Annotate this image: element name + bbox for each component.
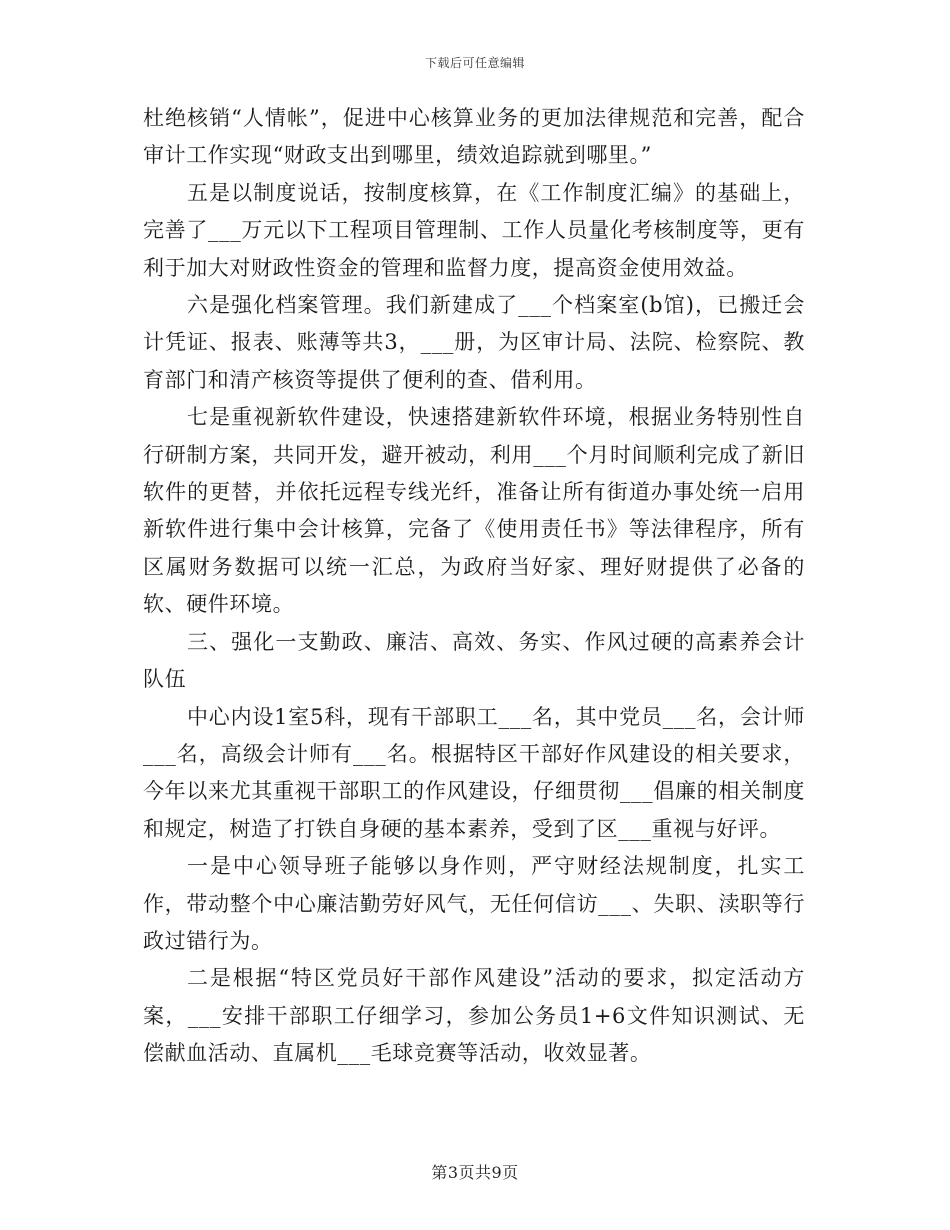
paragraph-3: 六是强化档案管理。我们新建成了___个档案室(b馆)，已搬迁会计凭证、报表、账薄等共3，___册，为区审计局、法院、检察院、教育部门和清产核资等提供了便利的查、借利用。 [143, 293, 805, 392]
document-body [143, 100, 805, 1073]
paragraph-8: 二是根据“特区党员好干部作风建设”活动的要求，拟定活动方案，___安排干部职工仔细学习，参加公务员1+6文件知识测试、无偿献血活动、直属机___毛球竞赛等活动，收效显著。 [143, 966, 805, 1066]
page-number: 第3页共9页 [431, 1163, 519, 1182]
paragraph-1: 杜绝核销“人情帐”，促进中心核算业务的更加法律规范和完善，配合审计工作实现“财政支出到哪里，绩效追踪就到哪里。” [143, 106, 805, 168]
page-header: 下载后可任意编辑 [424, 56, 525, 70]
paragraph-2: 五是以制度说话，按制度核算，在《工作制度汇编》的基础上，完善了___万元以下工程项目管理制、工作人员量化考核制度等，更有利于加大对财政性资金的管理和监督力度，提高资金使用效益。 [143, 180, 805, 280]
paragraph-6: 中心内设1室5科，现有干部职工___名，其中党员___名，会计师___名，高级会计师有___名。根据特区干部好作风建设的相关要求，今年以来尤其重视干部职工的作风建设，仔细贯彻___倡廉的相关制度和规定，树造了打铁自身硬的基本素养，受到了区___重视与好评。 [143, 704, 805, 841]
section-heading: 三、强化一支勤政、廉洁、高效、务实、作风过硬的高素养会计队伍 [143, 629, 805, 692]
paragraph-7: 一是中心领导班子能够以身作则，严守财经法规制度，扎实工作，带动整个中心廉洁勤劳好风气，无任何信访___、失职、渎职等行政过错行为。 [143, 854, 805, 953]
paragraph-4: 七是重视新软件建设，快速搭建新软件环境，根据业务特别性自行研制方案，共同开发，避开被动，利用___个月时间顺利完成了新旧软件的更替，并依托远程专线光纤，准备让所有街道办事处统一启用新软件进行集中会计核算，完备了《使用责任书》等法律程序，所有区属财务数据可以统一汇总，为政府当好家、理好财提供了必备的软、硬件环境。 [143, 405, 805, 617]
